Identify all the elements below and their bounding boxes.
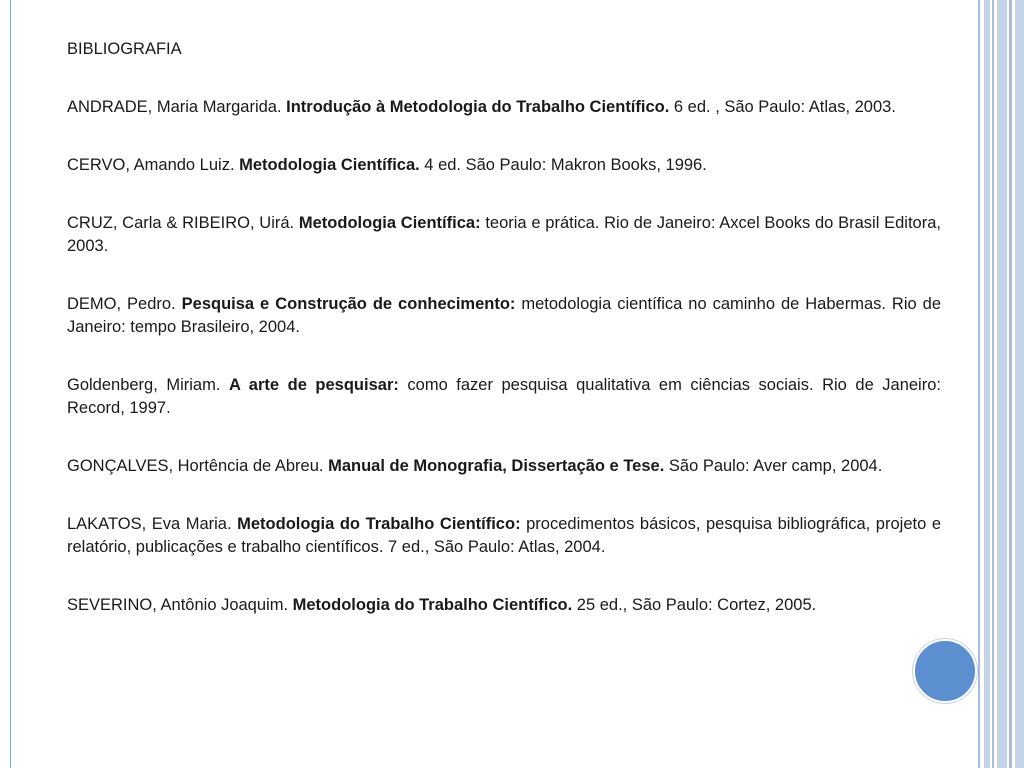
bibliography-entry <box>67 293 941 339</box>
slide-content <box>67 38 941 652</box>
bibliography-entry <box>67 96 941 119</box>
page-title: BIBLIOGRAFIA <box>67 40 182 58</box>
entry-title: Introdução à Metodologia do Trabalho Científico. <box>286 98 670 116</box>
entry-details: teoria e prática. Rio de Janeiro: Axcel Books do Brasil Editora, 2003. <box>67 214 941 255</box>
left-border-line <box>10 0 11 768</box>
entry-title: Manual de Monografia, Dissertação e Tese. <box>328 457 665 475</box>
entry-author: CERVO, Amando Luiz. <box>67 156 240 174</box>
entry-author: CRUZ, Carla & RIBEIRO, Uirá. <box>67 214 299 232</box>
entry-details: metodologia científica no caminho de Habermas. Rio de Janeiro: tempo Brasileiro, 2004. <box>67 295 942 336</box>
decorative-stripe <box>992 0 994 768</box>
entry-title: Pesquisa e Construção de conhecimento: <box>181 295 516 313</box>
decorative-circle <box>913 639 977 703</box>
decorative-stripe <box>984 0 990 768</box>
decorative-stripe <box>978 0 980 768</box>
bibliography-entry <box>67 154 941 177</box>
entry-details: 6 ed. , São Paulo: Atlas, 2003. <box>669 98 896 116</box>
bibliography-entry <box>67 594 941 617</box>
entry-title: Metodologia Científica. <box>239 156 420 174</box>
entry-author: SEVERINO, Antônio Joaquim. <box>67 596 293 614</box>
bibliography-entry <box>67 513 941 559</box>
entry-author: LAKATOS, Eva Maria. <box>67 515 238 533</box>
entry-author: Goldenberg, Miriam. <box>67 376 229 394</box>
entry-author: ANDRADE, Maria Margarida. <box>67 98 287 116</box>
decorative-stripe <box>1015 0 1024 768</box>
entry-details: procedimentos básicos, pesquisa bibliográfica, projeto e relatório, publicações e trabalho científicos. 7 ed., São Paulo: Atlas, 2004. <box>67 515 941 556</box>
entry-details: 25 ed., São Paulo: Cortez, 2005. <box>572 596 817 614</box>
bibliography-entry <box>67 374 941 420</box>
bibliography-entry <box>67 455 941 478</box>
decorative-stripe <box>1009 0 1012 768</box>
entry-title: A arte de pesquisar: <box>228 376 399 394</box>
entry-title: Metodologia Científica: <box>298 214 481 232</box>
entry-author: GONÇALVES, Hortência de Abreu. <box>67 457 329 475</box>
entry-details: 4 ed. São Paulo: Makron Books, 1996. <box>419 156 707 174</box>
entry-title: Metodologia do Trabalho Científico. <box>292 596 573 614</box>
decorative-stripe <box>997 0 1007 768</box>
entry-details: como fazer pesquisa qualitativa em ciências sociais. Rio de Janeiro: Record, 1997. <box>67 376 941 417</box>
entry-author: DEMO, Pedro. <box>67 295 182 313</box>
entry-title: Metodologia do Trabalho Científico: <box>237 515 521 533</box>
entry-details: São Paulo: Aver camp, 2004. <box>664 457 883 475</box>
bibliography-entry <box>67 212 941 258</box>
